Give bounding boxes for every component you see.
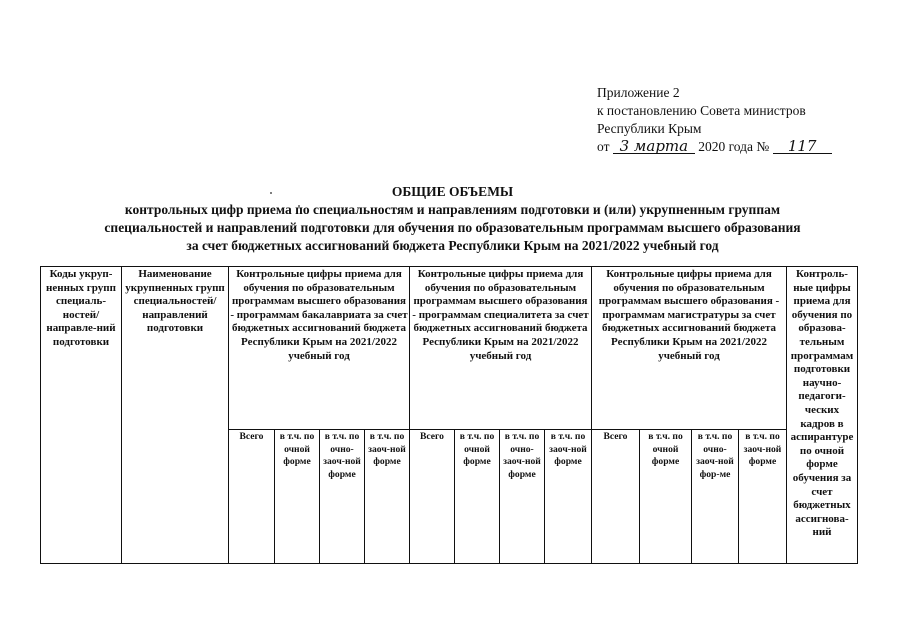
heading-title: ОБЩИЕ ОБЪЕМЫ: [391, 184, 514, 199]
admission-table: [40, 266, 858, 564]
bachelor-fulltime: в т.ч. по очной форме: [275, 430, 320, 564]
appendix-date-line: [597, 138, 897, 156]
bachelor-distance: в т.ч. по заоч-ной форме: [365, 430, 410, 564]
header-specialist: Контрольные цифры приема для обучения по образовательным программам высшего образования - программам специалитета за счет бюджетных ассигнований бюджета Республики Крым на 2021/2022 учебный год: [410, 267, 592, 430]
master-fulltime: в т.ч. по очной форме: [640, 430, 692, 564]
handwritten-number: 117: [773, 139, 832, 154]
from-prefix: от: [597, 139, 610, 154]
master-mixed: в т.ч. по очно-заоч-ной фор-ме: [692, 430, 739, 564]
header-master: Контрольные цифры приема для обучения по образовательным программам высшего образования - программам магистратуры за счет бюджетных ассигнований бюджета Республики Крым на 2021/2022 учебный год: [592, 267, 787, 430]
specialist-mixed: в т.ч. по очно-заоч-ной форме: [500, 430, 545, 564]
appendix-republic-line: Республики Крым: [597, 121, 702, 136]
handwritten-date: 3 марта: [613, 139, 695, 154]
appendix-block: [597, 84, 897, 156]
year-text: 2020 года №: [698, 139, 770, 154]
specialist-fulltime: в т.ч. по очной форме: [455, 430, 500, 564]
bachelor-total: Всего: [229, 430, 275, 564]
header-codes: Коды укруп-ненных групп специаль-ностей/ направле-ний подготовки: [41, 267, 122, 564]
master-total: Всего: [592, 430, 640, 564]
heading-line-1: контрольных цифр приема по специальностям и направлениям подготовки и (или) укрупненным группам: [124, 202, 781, 217]
specialist-distance: в т.ч. по заоч-ной форме: [545, 430, 592, 564]
header-group-names: Наименование укрупненных групп специальностей/ направлений подготовки: [122, 267, 229, 564]
header-phd: Контроль-ные цифры приема для обучения по образова-тельным программам подготовки научно-педагоги-ческих кадров в аспирантуре по очной форме обучения за счет бюджетных ассигнова-ний: [787, 267, 858, 564]
appendix-title: Приложение 2: [597, 85, 680, 100]
document-heading: [30, 183, 875, 255]
header-bachelor: Контрольные цифры приема для обучения по образовательным программам высшего образования - программам бакалавриата за счет бюджетных ассигнований бюджета Республики Крым на 2021/2022 учебный год: [229, 267, 410, 430]
bachelor-mixed: в т.ч. по очно-заоч-ной форме: [320, 430, 365, 564]
specialist-total: Всего: [410, 430, 455, 564]
heading-line-3: за счет бюджетных ассигнований бюджета Республики Крым на 2021/2022 учебный год: [186, 238, 719, 253]
appendix-resolution-line: к постановлению Совета министров: [597, 103, 806, 118]
master-distance: в т.ч. по заоч-ной форме: [739, 430, 787, 564]
heading-line-2: специальностей и направлений подготовки для обучения по образовательным программам высшего образования: [104, 220, 801, 235]
